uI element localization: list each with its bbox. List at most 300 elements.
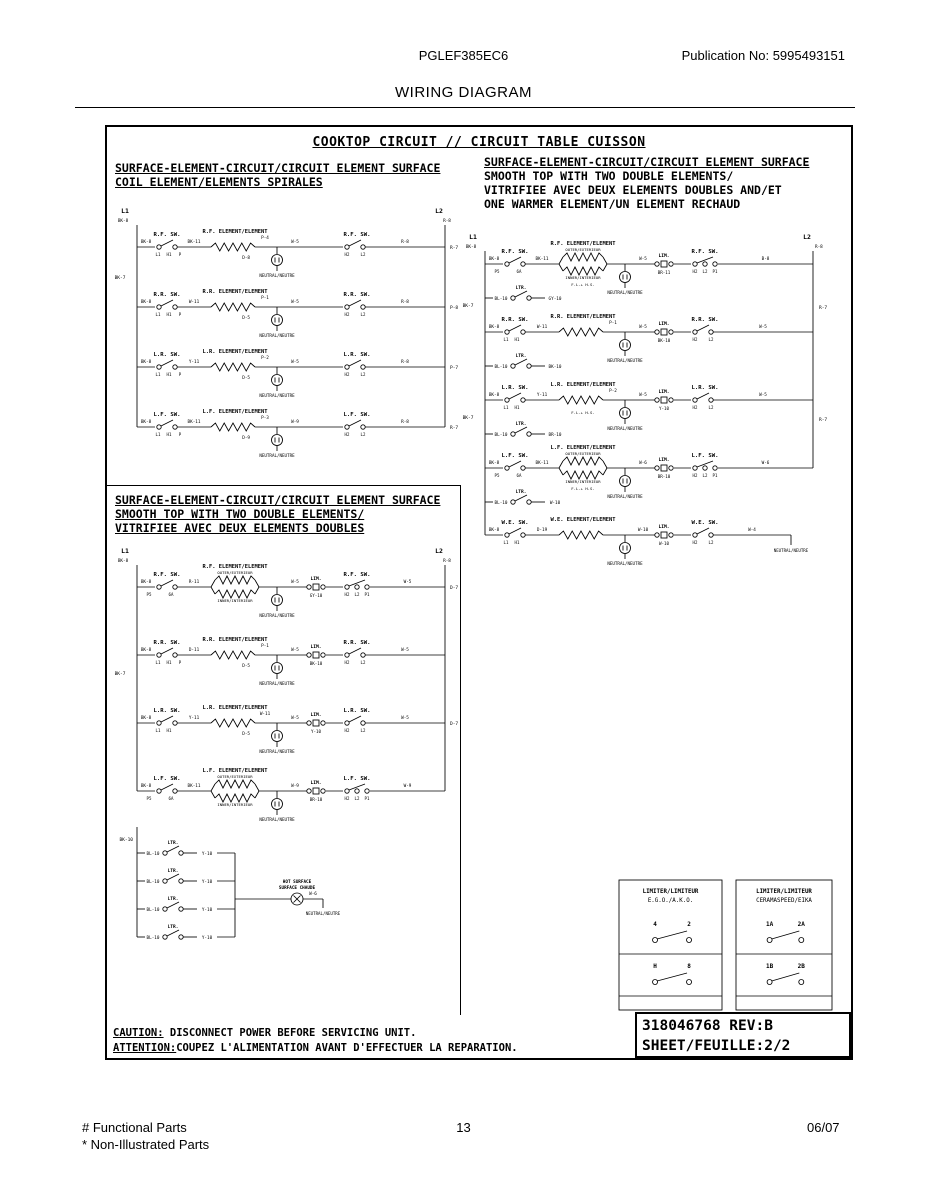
svg-text:L1: L1 xyxy=(155,660,161,665)
svg-text:P: P xyxy=(178,660,182,665)
footer-date: 06/07 xyxy=(807,1120,840,1135)
svg-text:BK-8: BK-8 xyxy=(117,559,129,564)
svg-text:W.E. SW.: W.E. SW. xyxy=(501,520,529,526)
section-divider-horizontal xyxy=(107,485,460,486)
svg-text:W-5: W-5 xyxy=(759,325,767,330)
svg-text:H1: H1 xyxy=(166,660,172,665)
svg-text:H2: H2 xyxy=(692,405,698,410)
svg-text:BK-7: BK-7 xyxy=(114,672,126,677)
svg-text:W-5: W-5 xyxy=(291,648,299,653)
model-number: PGLEF385EC6 xyxy=(418,48,509,63)
svg-text:W-5: W-5 xyxy=(291,360,299,365)
svg-text:R.F. SW.: R.F. SW. xyxy=(343,232,371,238)
svg-text:R-8: R-8 xyxy=(401,240,409,245)
svg-text:L2: L2 xyxy=(360,660,366,665)
svg-text:P5: P5 xyxy=(146,796,152,801)
heading-smoothtop-warmer-section xyxy=(484,155,809,211)
svg-text:Y-10: Y-10 xyxy=(310,729,322,734)
svg-text:BK-8: BK-8 xyxy=(488,325,500,330)
svg-text:R.R. ELEMENT/ELEMENT: R.R. ELEMENT/ELEMENT xyxy=(202,289,268,295)
svg-text:LIM.: LIM. xyxy=(658,390,670,395)
svg-text:H1: H1 xyxy=(514,540,520,545)
limiter-detail-boxes xyxy=(619,880,832,1010)
svg-text:D-5: D-5 xyxy=(242,376,250,381)
svg-text:BK-8: BK-8 xyxy=(140,420,152,425)
svg-text:W-11: W-11 xyxy=(259,712,271,717)
svg-text:W-9: W-9 xyxy=(403,784,412,789)
svg-text:R.F. ELEMENT/ELEMENT: R.F. ELEMENT/ELEMENT xyxy=(202,564,268,570)
svg-text:L.F. SW.: L.F. SW. xyxy=(343,776,371,782)
svg-text:LIM.: LIM. xyxy=(310,713,322,718)
svg-text:B-8: B-8 xyxy=(761,257,770,262)
svg-text:INNER/INTERIEUR: INNER/INTERIEUR xyxy=(217,802,253,807)
publication-number: Publication No: 5995493151 xyxy=(681,48,845,63)
svg-text:W-5: W-5 xyxy=(639,257,647,262)
svg-text:BL-10: BL-10 xyxy=(146,852,160,857)
svg-text:L.F. SW.: L.F. SW. xyxy=(343,412,371,418)
footer-page-number: 13 xyxy=(456,1120,471,1135)
svg-text:D-7: D-7 xyxy=(450,722,459,727)
svg-text:L.R. SW.: L.R. SW. xyxy=(501,385,529,391)
svg-text:D-19: D-19 xyxy=(536,528,548,533)
svg-text:L1: L1 xyxy=(469,233,477,241)
svg-text:P-3: P-3 xyxy=(261,416,269,421)
svg-text:R-8: R-8 xyxy=(401,420,409,425)
svg-text:W-9: W-9 xyxy=(291,784,299,789)
svg-text:L.R. ELEMENT/ELEMENT: L.R. ELEMENT/ELEMENT xyxy=(202,349,268,355)
svg-text:R-8: R-8 xyxy=(401,300,409,305)
svg-text:LTR.: LTR. xyxy=(515,422,527,427)
svg-text:BR-10: BR-10 xyxy=(657,474,671,479)
svg-text:BK-8: BK-8 xyxy=(488,257,500,262)
svg-text:6A: 6A xyxy=(168,592,174,597)
svg-text:BK-11: BK-11 xyxy=(535,257,549,262)
svg-text:L.F. SW.: L.F. SW. xyxy=(691,453,719,459)
svg-text:P-2: P-2 xyxy=(261,356,269,361)
svg-text:W-11: W-11 xyxy=(188,300,200,305)
svg-text:BR-10: BR-10 xyxy=(548,433,562,438)
svg-text:NEUTRAL/NEUTRE: NEUTRAL/NEUTRE xyxy=(259,817,295,822)
svg-text:H1: H1 xyxy=(514,405,520,410)
svg-text:F.L.+ H.S.: F.L.+ H.S. xyxy=(571,410,595,415)
svg-text:BK-7: BK-7 xyxy=(462,304,474,309)
svg-text:R-8: R-8 xyxy=(443,559,451,564)
svg-text:Y-11: Y-11 xyxy=(536,393,548,398)
svg-text:P5: P5 xyxy=(494,473,500,478)
svg-text:H2: H2 xyxy=(692,337,698,342)
svg-text:R.F. SW.: R.F. SW. xyxy=(153,232,181,238)
svg-text:W-6: W-6 xyxy=(309,892,317,897)
svg-text:R.R. SW.: R.R. SW. xyxy=(343,640,371,646)
svg-text:R.R. ELEMENT/ELEMENT: R.R. ELEMENT/ELEMENT xyxy=(550,314,616,320)
svg-text:Y-10: Y-10 xyxy=(658,406,670,411)
svg-text:P5: P5 xyxy=(146,592,152,597)
svg-text:L.R. SW.: L.R. SW. xyxy=(343,708,371,714)
svg-text:W-5: W-5 xyxy=(291,240,299,245)
svg-text:R.F. SW.: R.F. SW. xyxy=(501,249,529,255)
svg-text:L2: L2 xyxy=(708,405,714,410)
svg-text:W-10: W-10 xyxy=(658,541,670,546)
svg-text:H1: H1 xyxy=(514,337,520,342)
svg-text:L2: L2 xyxy=(708,337,714,342)
svg-text:LIMITER/LIMITEUR: LIMITER/LIMITEUR xyxy=(642,889,699,895)
svg-text:H2: H2 xyxy=(692,540,698,545)
svg-text:BL-10: BL-10 xyxy=(146,880,160,885)
svg-text:R-7: R-7 xyxy=(450,426,459,431)
svg-text:BK-7: BK-7 xyxy=(114,276,126,281)
svg-text:BK-8: BK-8 xyxy=(140,784,152,789)
svg-text:L1: L1 xyxy=(155,372,161,377)
svg-text:P1: P1 xyxy=(364,796,370,801)
svg-text:NEUTRAL/NEUTRE: NEUTRAL/NEUTRE xyxy=(607,358,643,363)
svg-text:L2: L2 xyxy=(702,269,708,274)
svg-text:P1: P1 xyxy=(712,473,718,478)
svg-text:D-7: D-7 xyxy=(450,586,459,591)
svg-text:L2: L2 xyxy=(803,233,811,241)
svg-text:F.L.+ H.S.: F.L.+ H.S. xyxy=(571,486,595,491)
svg-text:R.R. SW.: R.R. SW. xyxy=(153,640,181,646)
svg-text:BK-8: BK-8 xyxy=(488,528,500,533)
svg-text:W-11: W-11 xyxy=(536,325,548,330)
svg-text:BL-10: BL-10 xyxy=(494,433,508,438)
circuit-diagram xyxy=(107,127,855,1062)
svg-text:W-5: W-5 xyxy=(401,648,409,653)
svg-text:W-5: W-5 xyxy=(639,393,647,398)
svg-text:LIM.: LIM. xyxy=(310,645,322,650)
svg-text:W-5: W-5 xyxy=(759,393,767,398)
svg-text:BK-11: BK-11 xyxy=(187,784,201,789)
svg-text:P1: P1 xyxy=(364,592,370,597)
svg-text:L.F. SW.: L.F. SW. xyxy=(153,412,181,418)
svg-text:L1: L1 xyxy=(121,207,129,215)
svg-text:LTR.: LTR. xyxy=(167,925,179,930)
svg-text:W-5: W-5 xyxy=(401,716,409,721)
svg-text:BK-10: BK-10 xyxy=(548,365,562,370)
svg-text:H1: H1 xyxy=(166,312,172,317)
svg-text:NEUTRAL/NEUTRE: NEUTRAL/NEUTRE xyxy=(259,393,295,398)
svg-text:BL-10: BL-10 xyxy=(494,501,508,506)
svg-text:R.R. ELEMENT/ELEMENT: R.R. ELEMENT/ELEMENT xyxy=(202,637,268,643)
svg-text:R-7: R-7 xyxy=(450,246,459,251)
svg-text:LTR.: LTR. xyxy=(515,490,527,495)
svg-text:L2: L2 xyxy=(360,728,366,733)
svg-text:LIM.: LIM. xyxy=(310,577,322,582)
svg-text:LIM.: LIM. xyxy=(310,781,322,786)
svg-text:H2: H2 xyxy=(344,660,350,665)
heading-line: ONE WARMER ELEMENT/UN ELEMENT RECHAUD xyxy=(484,197,741,211)
title-rule xyxy=(75,107,855,108)
svg-text:BK-8: BK-8 xyxy=(488,461,500,466)
heading-coil-section xyxy=(115,161,440,189)
svg-text:W-5: W-5 xyxy=(403,580,412,585)
svg-text:4: 4 xyxy=(653,921,657,928)
svg-text:6A: 6A xyxy=(168,796,174,801)
svg-text:L.R. SW.: L.R. SW. xyxy=(343,352,371,358)
svg-text:BK-8: BK-8 xyxy=(140,300,152,305)
svg-text:L1: L1 xyxy=(155,432,161,437)
svg-text:W-6: W-6 xyxy=(639,461,647,466)
svg-text:R.R. SW.: R.R. SW. xyxy=(343,292,371,298)
svg-text:P: P xyxy=(178,312,182,317)
svg-text:H2: H2 xyxy=(344,312,350,317)
svg-text:BL-10: BL-10 xyxy=(146,936,160,941)
caution-line xyxy=(113,1026,518,1041)
svg-text:W-9: W-9 xyxy=(291,420,299,425)
svg-text:6A: 6A xyxy=(516,473,522,478)
svg-text:BK-8: BK-8 xyxy=(140,360,152,365)
svg-text:BK-8: BK-8 xyxy=(488,393,500,398)
heading-line: VITRIFIEE AVEC DEUX ELEMENTS DOUBLES AND/ET xyxy=(484,183,782,197)
svg-text:W.E. SW.: W.E. SW. xyxy=(691,520,719,526)
svg-text:P: P xyxy=(178,252,182,257)
heading-line: VITRIFIEE AVEC DEUX ELEMENTS DOUBLES xyxy=(115,521,365,535)
caution-note xyxy=(113,1026,518,1056)
svg-text:L1: L1 xyxy=(503,540,509,545)
svg-text:H: H xyxy=(653,963,657,970)
svg-text:P5: P5 xyxy=(494,269,500,274)
svg-text:BK-11: BK-11 xyxy=(187,420,201,425)
svg-text:H1: H1 xyxy=(166,252,172,257)
svg-text:INNER/INTERIEUR: INNER/INTERIEUR xyxy=(217,598,253,603)
attention-text: COUPEZ L'ALIMENTATION AVANT D'EFFECTUER LA REPARATION. xyxy=(176,1042,518,1054)
svg-text:P-1: P-1 xyxy=(261,644,269,649)
svg-text:NEUTRAL/NEUTRE: NEUTRAL/NEUTRE xyxy=(607,494,643,499)
svg-text:R-8: R-8 xyxy=(443,219,451,224)
svg-text:GY-10: GY-10 xyxy=(548,297,562,302)
svg-text:W-5: W-5 xyxy=(291,716,299,721)
svg-text:R.F. SW.: R.F. SW. xyxy=(691,249,719,255)
svg-text:BK-8: BK-8 xyxy=(140,648,152,653)
svg-text:L2: L2 xyxy=(435,207,443,215)
heading-line: SMOOTH TOP WITH TWO DOUBLE ELEMENTS/ xyxy=(115,507,365,521)
svg-text:LTR.: LTR. xyxy=(167,897,179,902)
svg-text:BK-8: BK-8 xyxy=(140,716,152,721)
svg-text:L.F. SW.: L.F. SW. xyxy=(501,453,529,459)
svg-text:Y-10: Y-10 xyxy=(201,936,213,941)
svg-text:L1: L1 xyxy=(503,337,509,342)
svg-text:H2: H2 xyxy=(692,269,698,274)
svg-text:R.F. ELEMENT/ELEMENT: R.F. ELEMENT/ELEMENT xyxy=(550,241,616,247)
svg-text:P-4: P-4 xyxy=(261,236,269,241)
svg-text:R.R. SW.: R.R. SW. xyxy=(691,317,719,323)
svg-text:L.F. ELEMENT/ELEMENT: L.F. ELEMENT/ELEMENT xyxy=(202,409,268,415)
diagram-frame xyxy=(105,125,853,1060)
svg-text:P-1: P-1 xyxy=(261,296,269,301)
svg-text:BK-10: BK-10 xyxy=(309,661,323,666)
svg-text:LIM.: LIM. xyxy=(658,458,670,463)
svg-text:L.F. SW.: L.F. SW. xyxy=(153,776,181,782)
svg-text:H2: H2 xyxy=(344,432,350,437)
svg-text:D-5: D-5 xyxy=(242,732,250,737)
caution-text: DISCONNECT POWER BEFORE SERVICING UNIT. xyxy=(163,1027,417,1039)
heading-line: SURFACE-ELEMENT-CIRCUIT/CIRCUIT ELEMENT SURFACE xyxy=(115,161,441,175)
svg-text:BK-10: BK-10 xyxy=(657,338,671,343)
svg-text:BK-10: BK-10 xyxy=(119,838,133,843)
svg-text:P1: P1 xyxy=(712,269,718,274)
smoothtop-left-circuit xyxy=(115,547,459,941)
svg-text:NEUTRAL/NEUTRE: NEUTRAL/NEUTRE xyxy=(607,426,643,431)
svg-text:P-7: P-7 xyxy=(450,366,459,371)
svg-text:Y-11: Y-11 xyxy=(188,716,200,721)
svg-text:6A: 6A xyxy=(516,269,522,274)
svg-text:NEUTRAL/NEUTRE: NEUTRAL/NEUTRE xyxy=(259,333,295,338)
svg-text:P-1: P-1 xyxy=(609,321,617,326)
svg-text:R.R. SW.: R.R. SW. xyxy=(501,317,529,323)
svg-text:H2: H2 xyxy=(344,252,350,257)
heading-line: COIL ELEMENT/ELEMENTS SPIRALES xyxy=(115,175,323,189)
svg-text:R.F. ELEMENT/ELEMENT: R.F. ELEMENT/ELEMENT xyxy=(202,229,268,235)
svg-text:P-8: P-8 xyxy=(450,306,459,311)
svg-text:D-5: D-5 xyxy=(242,316,250,321)
svg-text:SURFACE CHAUDE: SURFACE CHAUDE xyxy=(278,886,316,891)
svg-text:OUTER/EXTERIEUR: OUTER/EXTERIEUR xyxy=(217,570,253,575)
svg-text:L.R. ELEMENT/ELEMENT: L.R. ELEMENT/ELEMENT xyxy=(202,705,268,711)
svg-text:F.L.+ H.S.: F.L.+ H.S. xyxy=(571,282,595,287)
svg-text:R-8: R-8 xyxy=(401,360,409,365)
svg-text:L2: L2 xyxy=(354,796,360,801)
svg-text:H2: H2 xyxy=(344,796,350,801)
svg-text:H1: H1 xyxy=(166,432,172,437)
svg-text:L2: L2 xyxy=(435,547,443,555)
svg-text:LTR.: LTR. xyxy=(167,841,179,846)
svg-text:OUTER/EXTERIEUR: OUTER/EXTERIEUR xyxy=(565,451,601,456)
svg-text:BR-10: BR-10 xyxy=(309,797,323,802)
heading-line: SMOOTH TOP WITH TWO DOUBLE ELEMENTS/ xyxy=(484,169,734,183)
svg-text:OUTER/EXTERIEUR: OUTER/EXTERIEUR xyxy=(565,247,601,252)
svg-text:R.F. SW.: R.F. SW. xyxy=(343,572,371,578)
svg-text:INNER/INTERIEUR: INNER/INTERIEUR xyxy=(565,275,601,280)
svg-text:Y-10: Y-10 xyxy=(201,908,213,913)
svg-text:L2: L2 xyxy=(360,432,366,437)
svg-text:H1: H1 xyxy=(166,372,172,377)
svg-text:BK-8: BK-8 xyxy=(465,245,477,250)
page-title: WIRING DIAGRAM xyxy=(395,84,532,101)
svg-text:H1: H1 xyxy=(166,728,172,733)
svg-text:L.F. ELEMENT/ELEMENT: L.F. ELEMENT/ELEMENT xyxy=(550,445,616,451)
svg-text:P: P xyxy=(178,432,182,437)
svg-text:BL-10: BL-10 xyxy=(494,297,508,302)
svg-text:W.E. ELEMENT/ELEMENT: W.E. ELEMENT/ELEMENT xyxy=(550,517,616,523)
svg-text:1A: 1A xyxy=(765,921,774,928)
svg-text:INNER/INTERIEUR: INNER/INTERIEUR xyxy=(565,479,601,484)
svg-text:HOT SURFACE: HOT SURFACE xyxy=(282,880,312,885)
footer-functional-parts: # Functional Parts xyxy=(82,1120,187,1135)
svg-text:R-8: R-8 xyxy=(815,245,823,250)
svg-text:BK-7: BK-7 xyxy=(462,416,474,421)
svg-text:L1: L1 xyxy=(155,728,161,733)
svg-text:L2: L2 xyxy=(360,312,366,317)
svg-text:D-9: D-9 xyxy=(242,436,250,441)
svg-text:W-5: W-5 xyxy=(291,580,299,585)
svg-text:H2: H2 xyxy=(344,728,350,733)
svg-text:L2: L2 xyxy=(702,473,708,478)
sheet-number: SHEET/FEUILLE:2/2 xyxy=(642,1038,791,1054)
svg-text:CERAMASPEED/EIKA: CERAMASPEED/EIKA xyxy=(756,898,812,904)
svg-text:W-6: W-6 xyxy=(761,461,770,466)
smoothtop-right-circuit xyxy=(463,233,828,566)
svg-text:L1: L1 xyxy=(155,312,161,317)
heading-smoothtop-section xyxy=(115,493,440,535)
footer-non-illustrated-parts: * Non-Illustrated Parts xyxy=(82,1137,210,1152)
part-number-box xyxy=(635,1012,851,1058)
svg-text:BR-11: BR-11 xyxy=(657,270,671,275)
svg-text:L.R. SW.: L.R. SW. xyxy=(153,708,181,714)
caution-label: CAUTION: xyxy=(113,1027,164,1039)
svg-text:LIM.: LIM. xyxy=(658,322,670,327)
svg-text:NEUTRAL/NEUTRE: NEUTRAL/NEUTRE xyxy=(607,290,643,295)
svg-text:BL-10: BL-10 xyxy=(146,908,160,913)
svg-text:GY-10: GY-10 xyxy=(309,593,323,598)
svg-text:L1: L1 xyxy=(503,405,509,410)
svg-text:Y-10: Y-10 xyxy=(201,852,213,857)
svg-text:BK-11: BK-11 xyxy=(187,240,201,245)
svg-text:8: 8 xyxy=(687,963,691,970)
svg-text:LTR.: LTR. xyxy=(515,286,527,291)
svg-text:NEUTRAL/NEUTRE: NEUTRAL/NEUTRE xyxy=(259,273,295,278)
svg-text:L.R. ELEMENT/ELEMENT: L.R. ELEMENT/ELEMENT xyxy=(550,382,616,388)
svg-text:NEUTRAL/NEUTRE: NEUTRAL/NEUTRE xyxy=(305,911,341,916)
svg-text:LTR.: LTR. xyxy=(515,354,527,359)
svg-text:L1: L1 xyxy=(121,547,129,555)
heading-line: SURFACE-ELEMENT-CIRCUIT/CIRCUIT ELEMENT SURFACE xyxy=(484,155,810,169)
svg-text:BL-10: BL-10 xyxy=(494,365,508,370)
svg-text:NEUTRAL/NEUTRE: NEUTRAL/NEUTRE xyxy=(607,561,643,566)
svg-text:R.F. SW.: R.F. SW. xyxy=(153,572,181,578)
svg-text:OUTER/EXTERIEUR: OUTER/EXTERIEUR xyxy=(217,774,253,779)
svg-text:LTR.: LTR. xyxy=(167,869,179,874)
svg-text:NEUTRAL/NEUTRE: NEUTRAL/NEUTRE xyxy=(773,548,809,553)
svg-text:LIM.: LIM. xyxy=(658,254,670,259)
svg-text:2A: 2A xyxy=(797,921,805,928)
svg-text:L2: L2 xyxy=(354,592,360,597)
svg-text:L2: L2 xyxy=(360,372,366,377)
svg-text:BK-8: BK-8 xyxy=(140,240,152,245)
svg-text:Y-10: Y-10 xyxy=(201,880,213,885)
svg-text:H2: H2 xyxy=(344,592,350,597)
attention-line xyxy=(113,1041,518,1056)
svg-text:P-2: P-2 xyxy=(609,389,617,394)
svg-text:BK-8: BK-8 xyxy=(140,580,152,585)
svg-text:2B: 2B xyxy=(797,963,805,970)
svg-text:L.F. ELEMENT/ELEMENT: L.F. ELEMENT/ELEMENT xyxy=(202,768,268,774)
svg-text:L2: L2 xyxy=(360,252,366,257)
svg-text:NEUTRAL/NEUTRE: NEUTRAL/NEUTRE xyxy=(259,613,295,618)
svg-text:NEUTRAL/NEUTRE: NEUTRAL/NEUTRE xyxy=(259,453,295,458)
svg-text:L2: L2 xyxy=(708,540,714,545)
svg-text:D-11: D-11 xyxy=(188,648,200,653)
svg-text:W-10: W-10 xyxy=(637,528,649,533)
svg-text:NEUTRAL/NEUTRE: NEUTRAL/NEUTRE xyxy=(259,681,295,686)
svg-text:R.R. SW.: R.R. SW. xyxy=(153,292,181,298)
svg-text:W-5: W-5 xyxy=(291,300,299,305)
svg-text:Y-11: Y-11 xyxy=(188,360,200,365)
svg-text:R-7: R-7 xyxy=(819,418,828,423)
svg-text:W-5: W-5 xyxy=(639,325,647,330)
svg-text:H2: H2 xyxy=(692,473,698,478)
coil-circuit xyxy=(115,207,459,458)
svg-text:D-8: D-8 xyxy=(242,256,250,261)
svg-text:LIMITER/LIMITEUR: LIMITER/LIMITEUR xyxy=(756,889,812,895)
svg-text:LIM.: LIM. xyxy=(658,525,670,530)
svg-text:W-10: W-10 xyxy=(549,501,561,506)
svg-text:BK-11: BK-11 xyxy=(535,461,549,466)
part-number: 318046768 REV:B xyxy=(642,1018,773,1034)
svg-text:1B: 1B xyxy=(765,963,774,970)
svg-text:L.R. SW.: L.R. SW. xyxy=(691,385,719,391)
svg-text:E.G.O./A.K.O.: E.G.O./A.K.O. xyxy=(647,898,694,904)
svg-text:H2: H2 xyxy=(344,372,350,377)
svg-text:R-7: R-7 xyxy=(819,306,828,311)
